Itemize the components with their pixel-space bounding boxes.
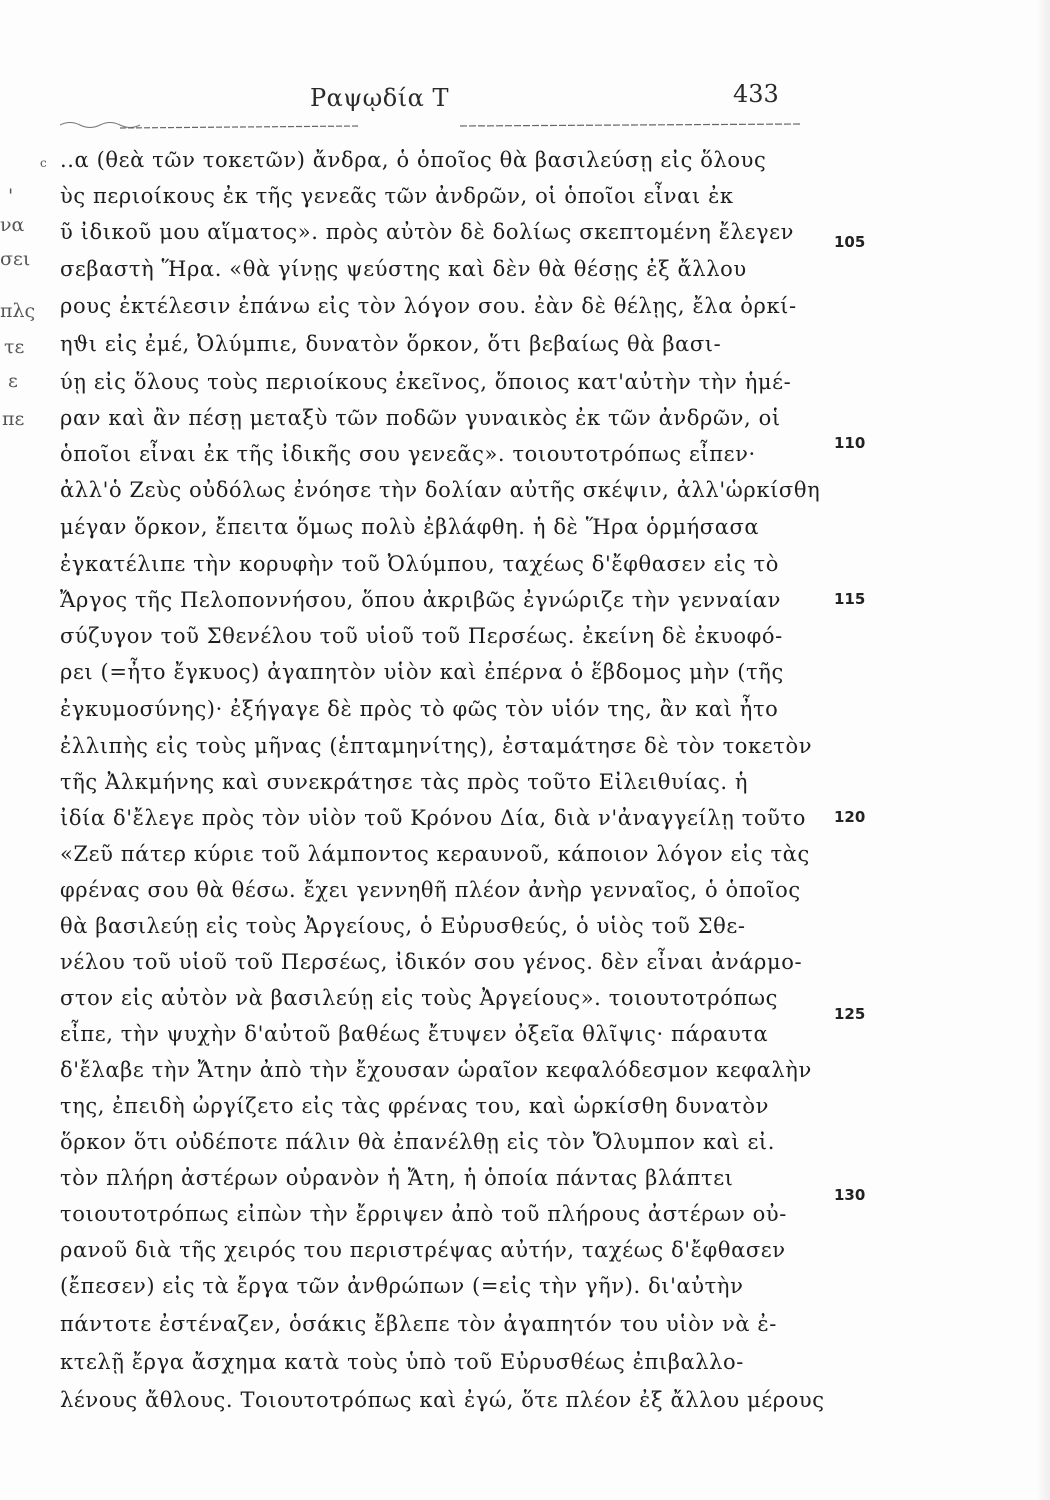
text-line: ὅρκον ὅτι οὐδέποτε πάλιν θὰ ἐπανέλθῃ εἰς τὸν Ὄλυμπον καὶ εἰ. [60, 1130, 776, 1154]
text-line: πάντοτε ἐστέναζεν, ὁσάκις ἔβλεπε τὸν ἀγαπητόν του υἱὸν νὰ ἐ- [60, 1312, 777, 1336]
page-number: 433 [733, 80, 779, 108]
line-number: 125 [834, 1005, 866, 1023]
line-number: 130 [834, 1186, 866, 1204]
line-number-column [834, 0, 894, 1500]
text-line: ηϑι εἰς ἐμέ, Ὀλύμπιε, δυνατὸν ὅρκον, ὅτι βεβαίως θὰ βασι- [60, 332, 722, 356]
line-number: 115 [834, 590, 866, 608]
text-line: μέγαν ὅρκον, ἔπειτα ὅμως πολὺ ἐβλάφθη. ἡ δὲ Ἥρα ὁρμήσασα [60, 515, 760, 539]
text-line: τοιουτοτρόπως εἰπὼν τὴν ἔρριψεν ἀπὸ τοῦ πλήρους ἀστέρων οὐ- [60, 1202, 787, 1226]
margin-fragment: σει [0, 248, 31, 270]
text-line: φρένας σου θὰ θέσω. ἔχει γεννηθῆ πλέον ἀνὴρ γενναῖος, ὁ ὁποῖος [60, 878, 801, 902]
text-line: Ἄργος τῆς Πελοποννήσου, ὅπου ἀκριβῶς ἐγνώριζε τὴν γενναίαν [60, 588, 781, 612]
cropped-margin [0, 150, 47, 450]
text-line: ὺς περιοίκους ἐκ τῆς γενεᾶς τῶν ἀνδρῶν, οἱ ὁποῖοι εἶναι ἐκ [60, 184, 734, 208]
text-line: ἐγκυμοσύνης)· ἐξήγαγε δὲ πρὸς τὸ φῶς τὸν υἱόν της, ἂν καὶ ἦτο [60, 697, 779, 721]
margin-fragment: τε [4, 336, 25, 358]
text-line: ραν καὶ ἂν πέσῃ μεταξὺ τῶν ποδῶν γυναικὸς ἐκ τῶν ἀνδρῶν, οἱ [60, 406, 781, 430]
text-line: λένους ἄθλους. Τοιουτοτρόπως καὶ ἐγώ, ὅτε πλέον ἐξ ἄλλου μέρους [60, 1388, 825, 1412]
text-line: ρει (=ἦτο ἔγκυος) ἀγαπητὸν υἱὸν καὶ ἐπέρνα ὁ ἕβδομος μὴν (τῆς [60, 660, 784, 684]
text-line: της, ἐπειδὴ ὠργίζετο εἰς τὰς φρένας του, καὶ ὡρκίσθη δυνατὸν [60, 1094, 769, 1118]
text-line: στον εἰς αὐτὸν νὰ βασιλεύῃ εἰς τοὺς Ἀργείους». τοιουτοτρόπως [60, 986, 778, 1010]
text-line: σεβαστὴ Ἥρα. «θὰ γίνῃς ψεύστης καὶ δὲν θὰ θέσῃς ἐξ ἄλλου [60, 257, 747, 281]
text-line: ῦ ἰδικοῦ μου αἵματος». πρὸς αὐτὸν δὲ δολίως σκεπτομένη ἔλεγεν [60, 220, 795, 244]
text-line: ἰδία δ'ἔλεγε πρὸς τὸν υἱὸν τοῦ Κρόνου Δία, διὰ ν'ἀναγγείλῃ τοῦτο [60, 806, 806, 830]
text-line: σύζυγον τοῦ Σθενέλου τοῦ υἱοῦ τοῦ Περσέως. ἐκείνη δὲ ἐκυοφό- [60, 624, 783, 648]
scan-edge-shadow [1036, 0, 1050, 1500]
text-line: ρους ἐκτέλεσιν ἐπάνω εἰς τὸν λόγον σου. ἐὰν δὲ θέλῃς, ἔλα ὀρκί- [60, 294, 797, 318]
line-number: 120 [834, 808, 866, 826]
running-title: Ραψῳδία Τ [310, 84, 449, 112]
text-line: ἐγκατέλιπε τὴν κορυφὴν τοῦ Ὀλύμπου, ταχέως δ'ἔφθασεν εἰς τὸ [60, 552, 780, 576]
text-line: τῆς Ἀλκμήνης καὶ συνεκράτησε τὰς πρὸς τοῦτο Εἰλειθυίας. ἡ [60, 770, 749, 794]
text-line: (ἔπεσεν) εἰς τὰ ἔργα τῶν ἀνθρώπων (=εἰς τὴν γῆν). δι'αὐτὴν [60, 1274, 744, 1298]
margin-fragment: πλς [0, 300, 36, 322]
header-rule [60, 118, 800, 132]
line-number: 110 [834, 434, 866, 452]
text-line: τὸν πλήρη ἀστέρων οὐρανὸν ἡ Ἄτη, ἡ ὁποία πάντας βλάπτει [60, 1166, 734, 1190]
text-line: θὰ βασιλεύῃ εἰς τοὺς Ἀργείους, ὁ Εὐρυσθεύς, ὁ υἱὸς τοῦ Σθε- [60, 914, 746, 938]
text-line: δ'ἔλαβε τὴν Ἄτην ἀπὸ τὴν ἔχουσαν ὡραῖον κεφαλόδεσμον κεφαλὴν [60, 1058, 812, 1082]
text-line: κτελῇ ἔργα ἄσχημα κατὰ τοὺς ὑπὸ τοῦ Εὐρυσθέως ἐπιβαλλο- [60, 1350, 744, 1374]
margin-fragment: να [0, 214, 25, 236]
text-line: εἶπε, τὴν ψυχὴν δ'αὐτοῦ βαθέως ἔτυψεν ὀξεῖα θλῖψις· πάραυτα [60, 1022, 769, 1046]
text-line: «Ζεῦ πάτερ κύριε τοῦ λάμποντος κεραυνοῦ, κάποιον λόγον εἰς τὰς [60, 842, 810, 866]
text-line: ρανοῦ διὰ τῆς χειρός του περιστρέψας αὐτήν, ταχέως δ'ἔφθασεν [60, 1238, 786, 1262]
margin-fragment: c [40, 156, 47, 170]
text-line: ὁποῖοι εἶναι ἐκ τῆς ἰδικῆς σου γενεᾶς». τοιουτοτρόπως εἶπεν· [60, 442, 756, 466]
text-line: ἐλλιπὴς εἰς τοὺς μῆνας (ἑπταμηνίτης), ἐσταμάτησε δὲ τὸν τοκετὸν [60, 734, 813, 758]
margin-fragment: ε [8, 370, 18, 392]
line-number: 105 [834, 233, 866, 251]
text-line: νέλου τοῦ υἱοῦ τοῦ Περσέως, ἰδικόν σου γένος. δὲν εἶναι ἀνάρμο- [60, 950, 803, 974]
text-line: ἀλλ'ὁ Ζεὺς οὐδόλως ἐνόησε τὴν δολίαν αὐτῆς σκέψιν, ἀλλ'ὡρκίσθη [60, 478, 821, 502]
text-line: ύῃ εἰς ὅλους τοὺς περιοίκους ἐκεῖνος, ὅποιος κατ'αὐτὴν τὴν ἡμέ- [60, 370, 792, 394]
margin-fragment: ' [8, 185, 14, 207]
margin-fragment: πε [2, 408, 25, 430]
text-line: ..α (θεὰ τῶν τοκετῶν) ἄνδρα, ὁ ὁποῖος θὰ βασιλεύσῃ εἰς ὅλους [60, 148, 767, 172]
